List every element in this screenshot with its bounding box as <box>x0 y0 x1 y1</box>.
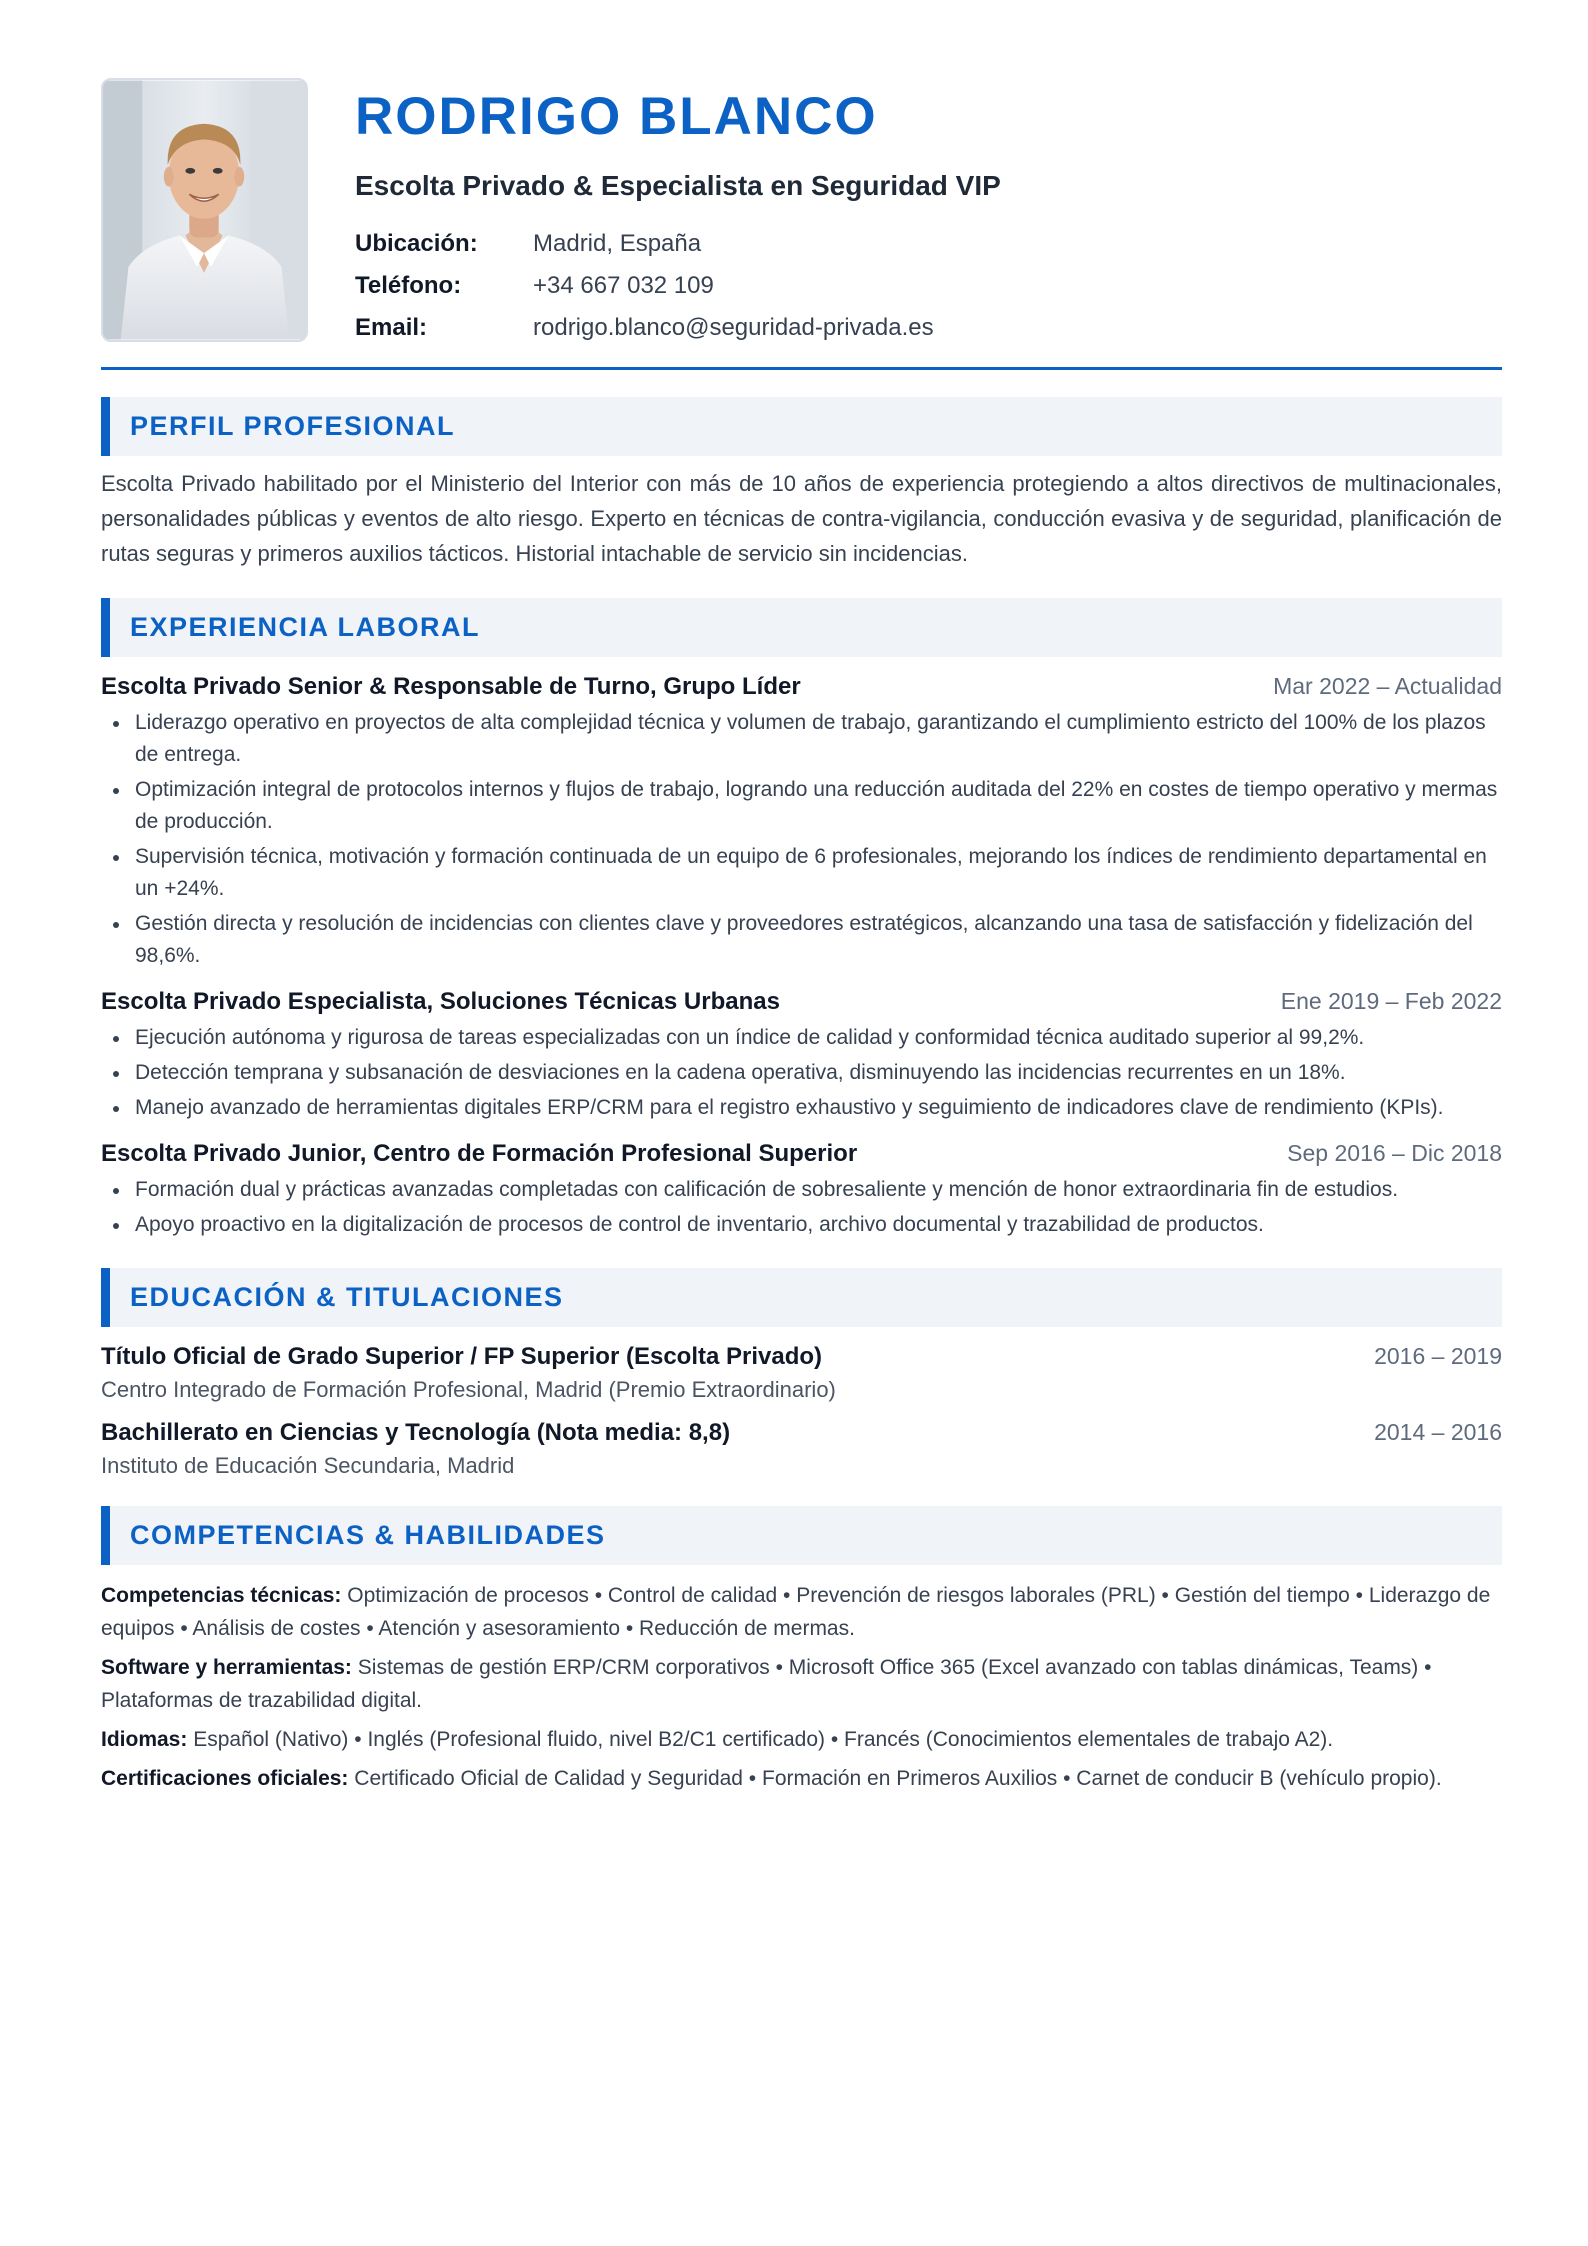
degree-title: Título Oficial de Grado Superior / FP Superior (Escolta Privado) <box>101 1343 823 1370</box>
contact-label: Email: <box>355 313 428 341</box>
job-dates: Sep 2016 – Dic 2018 <box>1287 1140 1502 1166</box>
bullet-item: Apoyo proactivo en la digitalización de procesos de control de inventario, archivo documental y trazabilidad de productos. <box>101 1209 1502 1241</box>
candidate-name: RODRIGO BLANCO <box>355 87 878 146</box>
section-title: COMPETENCIAS & HABILIDADES <box>130 1520 606 1550</box>
skill-label: Software y herramientas: <box>101 1656 352 1679</box>
phone-value: +34 667 032 109 <box>533 271 714 299</box>
job-bullets <box>101 1174 1502 1241</box>
skill-label: Competencias técnicas: <box>101 1584 342 1607</box>
contact-label: Teléfono: <box>355 271 462 299</box>
section-title: PERFIL PROFESIONAL <box>130 411 456 441</box>
bullet-item: Liderazgo operativo en proyectos de alta complejidad técnica y volumen de trabajo, garantizando el cumplimiento estricto del 100% de los plazos de entrega. <box>101 707 1502 771</box>
bullet-item: Ejecución autónoma y rigurosa de tareas especializadas con un índice de calidad y conformidad técnica auditado superior al 99,2%. <box>101 1022 1502 1054</box>
job-entry <box>101 988 1502 1124</box>
job-dates: Ene 2019 – Feb 2022 <box>1280 988 1502 1014</box>
section-header-profile <box>101 397 1502 456</box>
skill-line <box>101 1651 1502 1717</box>
education-header <box>101 1343 1502 1371</box>
education-header <box>101 1419 1502 1447</box>
job-bullets <box>101 707 1502 972</box>
section-title: EDUCACIÓN & TITULACIONES <box>130 1282 564 1312</box>
institution-name: Centro Integrado de Formación Profesional, Madrid (Premio Extraordinario) <box>101 1377 836 1402</box>
contact-block <box>355 223 1001 349</box>
profile-summary: Escolta Privado habilitado por el Ministerio del Interior con más de 10 años de experiencia protegiendo a altos directivos de multinacionales, personalidades públicas y eventos de alto riesgo. Experto en técnicas de contra-vigilancia, conducción evasiva y de seguridad, planificación de rutas seguras y primeros auxilios tácticos. Historial intachable de servicio sin incidencias. <box>101 471 1502 566</box>
skills-list <box>101 1579 1502 1795</box>
skill-label: Idiomas: <box>101 1728 188 1751</box>
job-dates: Mar 2022 – Actualidad <box>1273 673 1502 699</box>
job-bullets <box>101 1022 1502 1124</box>
bullet-item: Optimización integral de protocolos internos y flujos de trabajo, logrando una reducción auditada del 22% en costes de tiempo operativo y mermas de producción. <box>101 774 1502 838</box>
degree-dates: 2014 – 2016 <box>1374 1419 1502 1445</box>
resume-header <box>101 78 1502 342</box>
skill-text: Certificado Oficial de Calidad y Seguridad • Formación en Primeros Auxilios • Carnet de conducir B (vehículo propio). <box>348 1767 1442 1790</box>
job-entry <box>101 1140 1502 1241</box>
job-title: Escolta Privado Senior & Responsable de Turno, Grupo Líder <box>101 673 801 700</box>
candidate-headline: Escolta Privado & Especialista en Seguridad VIP <box>355 170 1001 201</box>
section-title: EXPERIENCIA LABORAL <box>130 612 481 642</box>
job-title: Escolta Privado Especialista, Soluciones Técnicas Urbanas <box>101 988 780 1015</box>
skill-text: Sistemas de gestión ERP/CRM corporativos • Microsoft Office 365 (Excel avanzado con tablas dinámicas, Teams) • Plataformas de trazabilidad digital. <box>101 1656 1432 1712</box>
job-title: Escolta Privado Junior, Centro de Formación Profesional Superior <box>101 1140 858 1167</box>
job-header <box>101 988 1502 1016</box>
section-header-skills <box>101 1506 1502 1565</box>
skill-text: Español (Nativo) • Inglés (Profesional fluido, nivel B2/C1 certificado) • Francés (Conocimientos elementales de trabajo A2). <box>187 1728 1334 1751</box>
job-header <box>101 673 1502 701</box>
skill-line <box>101 1723 1502 1756</box>
header-divider <box>101 367 1502 370</box>
bullet-item: Supervisión técnica, motivación y formación continuada de un equipo de 6 profesionales, mejorando los índices de rendimiento departamental en un +24%. <box>101 841 1502 905</box>
contact-phone-row <box>355 265 1001 307</box>
bullet-item: Gestión directa y resolución de incidencias con clientes clave y proveedores estratégicos, alcanzando una tasa de satisfacción y fidelización del 98,6%. <box>101 908 1502 972</box>
section-header-experience <box>101 598 1502 657</box>
education-entry <box>101 1419 1502 1479</box>
bullet-item: Detección temprana y subsanación de desviaciones en la cadena operativa, disminuyendo las incidencias recurrentes en un 18%. <box>101 1057 1502 1089</box>
institution-name: Instituto de Educación Secundaria, Madrid <box>101 1453 515 1478</box>
contact-location-row <box>355 223 1001 265</box>
email-value: rodrigo.blanco@seguridad-privada.es <box>533 313 934 341</box>
contact-label: Ubicación: <box>355 229 478 257</box>
skill-line <box>101 1579 1502 1645</box>
bullet-item: Formación dual y prácticas avanzadas completadas con calificación de sobresaliente y mención de honor extraordinaria fin de estudios. <box>101 1174 1502 1206</box>
profile-photo <box>101 78 308 342</box>
skill-label: Certificaciones oficiales: <box>101 1767 349 1790</box>
portrait-image <box>103 80 306 340</box>
skill-line <box>101 1762 1502 1795</box>
contact-email-row <box>355 307 1001 349</box>
section-header-education <box>101 1268 1502 1327</box>
bullet-item: Manejo avanzado de herramientas digitales ERP/CRM para el registro exhaustivo y seguimiento de indicadores clave de rendimiento (KPIs). <box>101 1092 1502 1124</box>
education-entry <box>101 1343 1502 1403</box>
degree-dates: 2016 – 2019 <box>1374 1343 1502 1369</box>
location-value: Madrid, España <box>533 229 702 257</box>
degree-title: Bachillerato en Ciencias y Tecnología (Nota media: 8,8) <box>101 1419 731 1446</box>
job-entry <box>101 673 1502 972</box>
job-header <box>101 1140 1502 1168</box>
header-info <box>355 78 1001 349</box>
skill-text: Optimización de procesos • Control de calidad • Prevención de riesgos laborales (PRL) • Gestión del tiempo • Liderazgo de equipos • Análisis de costes • Atención y asesoramiento • Reducción de mermas. <box>101 1584 1491 1640</box>
